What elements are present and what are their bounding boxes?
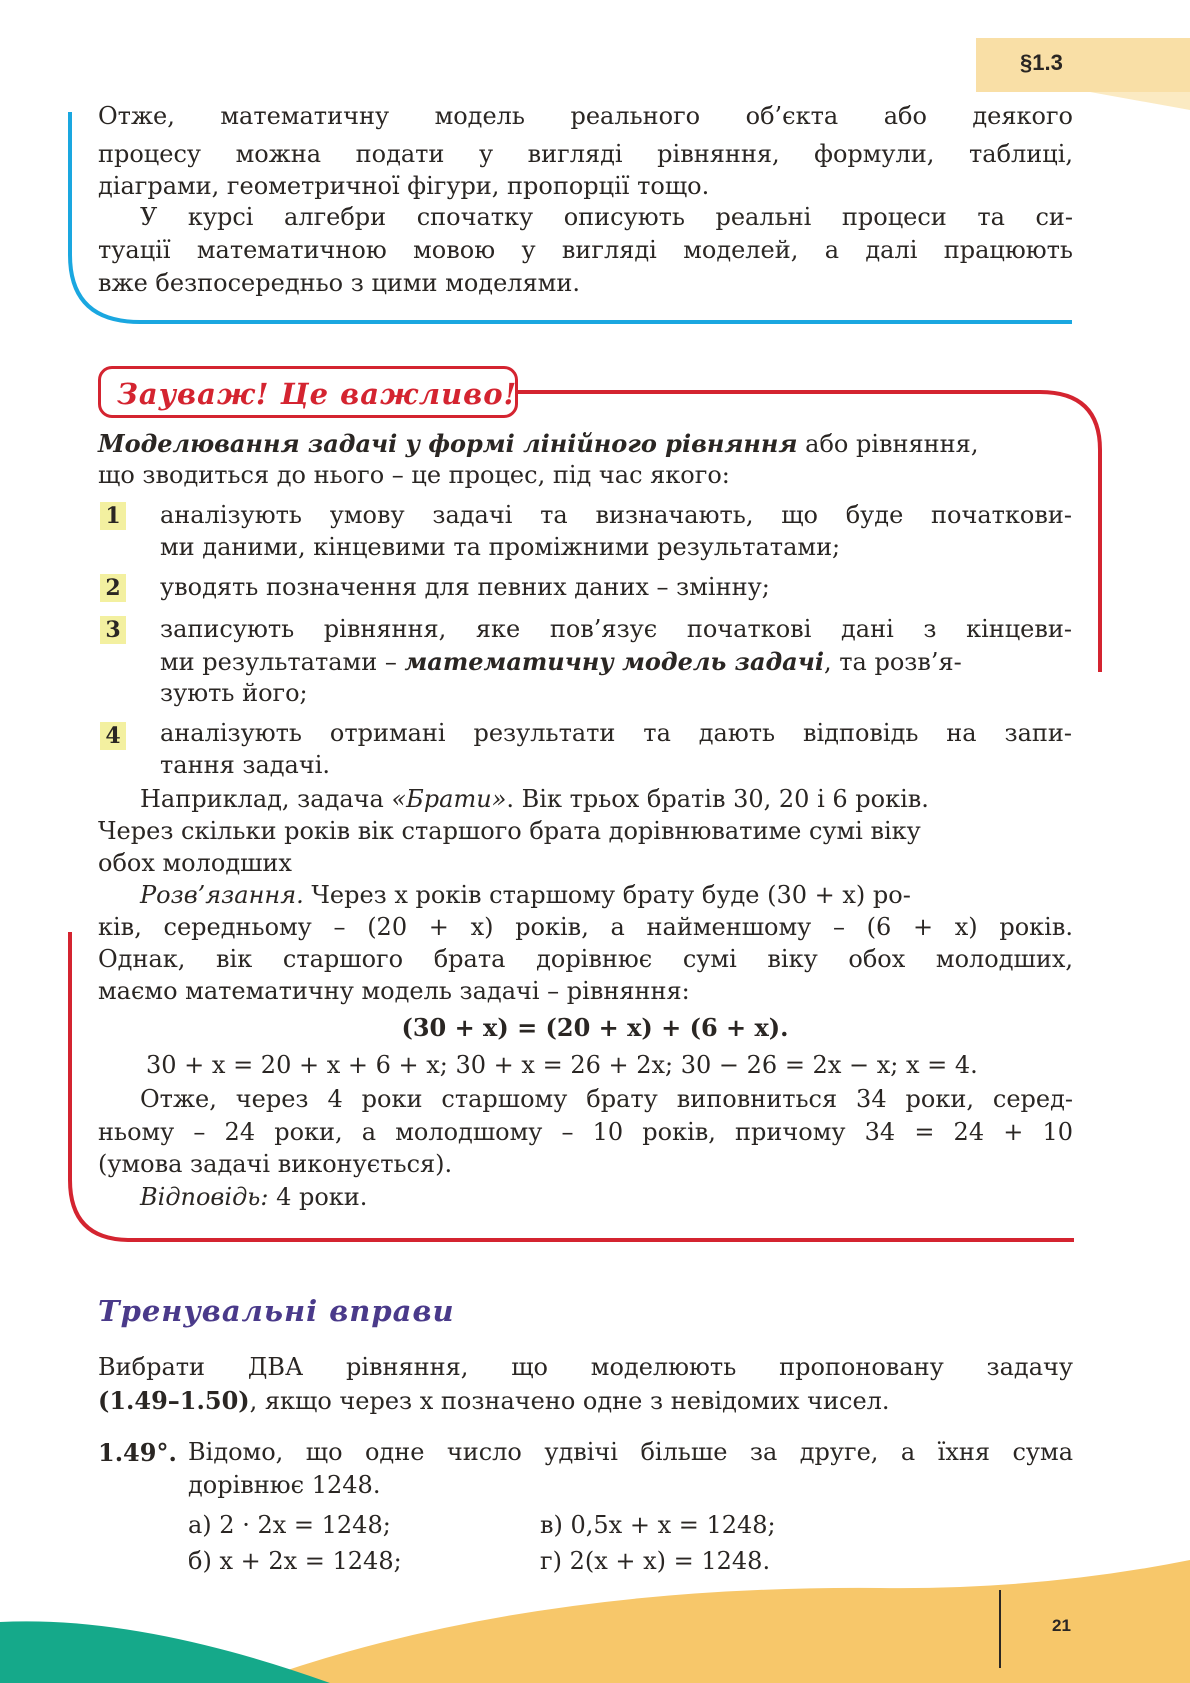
step-text: аналізують отримані результати та дають відповідь на запи- [160,719,1072,747]
conclusion-line: (умова задачі виконується). [98,1150,453,1178]
intro-line: Отже, математичну модель реального об’єкта або деякого [98,102,1073,130]
section-tab [976,38,1190,92]
step-text: записують рівняння, яке пов’язує початкові дані з кінцеви- [160,615,1072,643]
answer-option-b: б) x + 2x = 1248; [188,1547,402,1575]
notice-lead-line2: що зводиться до нього – це процес, під час якого: [98,461,730,489]
step-number: 2 [100,574,126,602]
notice-title-box [98,366,518,418]
intro-line: туації математичною мовою у вигляді моделей, а далі працюють [98,236,1073,264]
solution-line: ків, середньому – (20 + x) років, а найменшому – (6 + x) років. [98,913,1073,941]
step-text: аналізують умову задачі та визначають, що буде початкови- [160,501,1072,529]
solution-steps: 30 + x = 20 + x + 6 + x; 30 + x = 26 + 2x; 30 − 26 = 2x − x; x = 4. [146,1051,978,1079]
solution-line: маємо математичну модель задачі – рівняння: [98,977,690,1005]
step-number: 4 [100,722,126,750]
answer-option-g: г) 2(x + x) = 1248. [540,1547,771,1575]
exercises-intro: Вибрати ДВА рівняння, що моделюють пропоновану задачу [98,1353,1073,1381]
intro-line: діаграми, геометричної фігури, пропорції тощо. [98,172,710,200]
task-text: дорівнює 1248. [188,1471,381,1499]
step-text: ми результатами – математичну модель задачі, та розв’я- [160,647,962,676]
task-text: Відомо, що одне число удвічі більше за друге, а їхня сума [188,1438,1073,1466]
step-text: зують його; [160,679,308,707]
step-number: 3 [100,616,126,644]
footer-green-wave [0,1621,330,1683]
conclusion-line: Отже, через 4 роки старшому брату виповниться 34 роки, серед- [140,1085,1073,1113]
solution-line: Розв’язання. Через x років старшому брату буде (30 + x) ро- [140,881,911,909]
section-label: §1.3 [1020,50,1063,75]
answer-option-v: в) 0,5x + x = 1248; [540,1511,776,1539]
step-text: ми даними, кінцевими та проміжними результатами; [160,533,841,561]
notice-title: Зауваж! Це важливо! [117,377,518,411]
page-number: 21 [1052,1616,1071,1635]
answer-option-a: а) 2 · 2x = 1248; [188,1511,391,1539]
exercises-title: Тренувальні вправи [98,1294,455,1328]
intro-line: вже безпосередньо з цими моделями. [98,269,580,297]
notice-lead: Моделювання задачі у формі лінійного рівняння або рівняння, [98,429,979,458]
solution-line: Однак, вік старшого брата дорівнює сумі віку обох молодших, [98,945,1073,973]
model-equation: (30 + x) = (20 + x) + (6 + x). [401,1013,789,1042]
intro-line: процесу можна подати у вигляді рівняння, формули, таблиці, [98,140,1073,168]
example-line: Через скільки років вік старшого брата дорівнюватиме сумі віку [98,817,921,845]
intro-line: У курсі алгебри спочатку описують реальні процеси та си- [140,203,1073,231]
conclusion-line: ньому – 24 роки, а молодшому – 10 років, причому 34 = 24 + 10 [98,1118,1073,1146]
exercises-intro: (1.49–1.50), якщо через x позначено одне з невідомих чисел. [98,1386,890,1415]
task-number: 1.49°. [98,1438,177,1467]
step-number: 1 [100,502,126,530]
answer-line: Відповідь: 4 роки. [140,1183,368,1211]
example-line: Наприклад, задача «Брати». Вік трьох братів 30, 20 і 6 років. [140,785,929,813]
tab-gradient [1090,92,1190,110]
example-line: обох молодших [98,849,292,877]
step-text: тання задачі. [160,751,331,779]
footer-orange-wave [250,1560,1190,1683]
step-text: уводять позначення для певних даних – змінну; [160,573,770,601]
